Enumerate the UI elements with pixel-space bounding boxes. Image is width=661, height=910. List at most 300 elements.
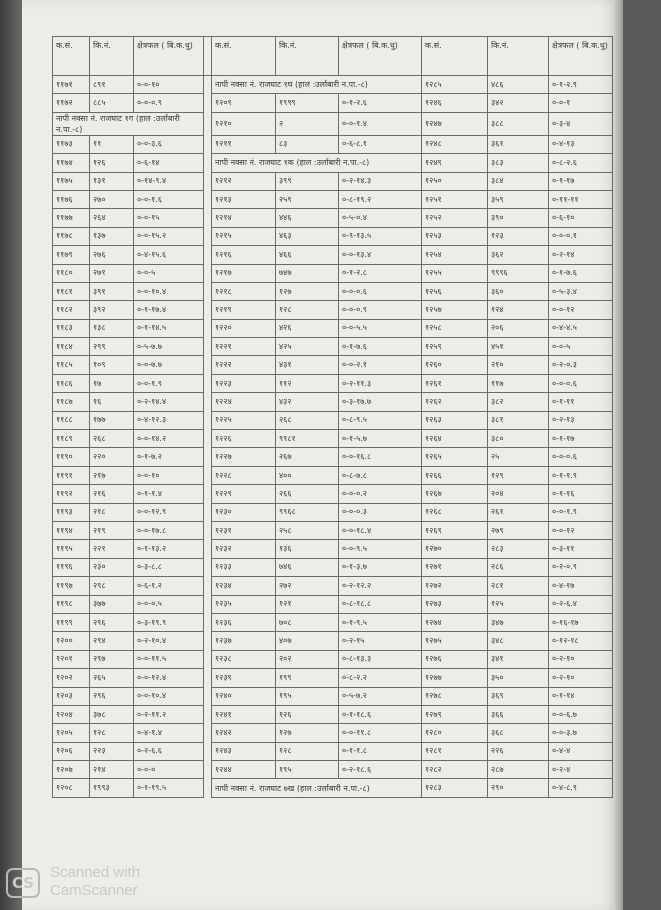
plot-no-cell: १२७८ bbox=[422, 687, 488, 705]
kitta-no-cell: ३६६ bbox=[488, 705, 549, 723]
plot-no-cell: १२६२ bbox=[422, 393, 488, 411]
table-row bbox=[53, 669, 613, 687]
area-cell: ०-८-७.८ bbox=[339, 466, 422, 484]
table-row bbox=[53, 154, 613, 172]
plot-no-cell: १२३५ bbox=[212, 595, 276, 613]
area-cell: ०-०-० bbox=[134, 761, 204, 779]
kitta-no-cell: ४३१ bbox=[276, 356, 339, 374]
kitta-no-cell: १९५ bbox=[276, 687, 339, 705]
column-gap bbox=[204, 112, 212, 135]
area-cell: ०-१-२.८ bbox=[339, 264, 422, 282]
plot-no-cell: १२३० bbox=[212, 503, 276, 521]
area-cell: ०-३-१७.७ bbox=[339, 393, 422, 411]
area-cell: ०-१-१७ bbox=[549, 430, 613, 448]
column-gap bbox=[204, 595, 212, 613]
kitta-no-cell: २६५ bbox=[90, 669, 134, 687]
kitta-no-cell: १२५ bbox=[488, 595, 549, 613]
book-gutter bbox=[0, 0, 22, 910]
plot-no-cell: ११९५ bbox=[53, 540, 90, 558]
area-cell: ०-०-१६.८ bbox=[339, 448, 422, 466]
area-cell: ०-१-३.७ bbox=[339, 558, 422, 576]
kitta-no-cell: ३६९ bbox=[488, 687, 549, 705]
area-cell: ०-०-०.६ bbox=[339, 282, 422, 300]
plot-no-cell: १२२२ bbox=[212, 356, 276, 374]
table-row bbox=[53, 172, 613, 190]
plot-no-cell: १२१८ bbox=[212, 282, 276, 300]
kitta-no-cell: ३४८ bbox=[488, 632, 549, 650]
table-row bbox=[53, 282, 613, 300]
kitta-no-cell: ३९१ bbox=[90, 282, 134, 300]
kitta-no-cell: २१८ bbox=[90, 503, 134, 521]
kitta-no-cell: २६८ bbox=[90, 430, 134, 448]
area-cell: ०-४-४.५ bbox=[549, 319, 613, 337]
column-gap bbox=[204, 503, 212, 521]
kitta-no-cell: ३७७ bbox=[90, 595, 134, 613]
header-plot-no: क.सं. bbox=[53, 37, 90, 76]
area-cell: ०-०-११.५ bbox=[134, 650, 204, 668]
area-cell: ०-८-२.२ bbox=[339, 669, 422, 687]
plot-no-cell: ११७५ bbox=[53, 172, 90, 190]
kitta-no-cell: २८१ bbox=[488, 577, 549, 595]
plot-no-cell: ११७६ bbox=[53, 190, 90, 208]
area-cell: ०-२-१० bbox=[549, 669, 613, 687]
kitta-no-cell: ७४६ bbox=[276, 558, 339, 576]
plot-no-cell: १२४८ bbox=[422, 135, 488, 153]
plot-no-cell: १२५२ bbox=[422, 209, 488, 227]
area-cell: ०-०-५ bbox=[549, 338, 613, 356]
table-row bbox=[53, 521, 613, 539]
column-gap bbox=[204, 613, 212, 631]
area-cell: ०-०-१० bbox=[134, 466, 204, 484]
kitta-no-cell: २९४ bbox=[90, 632, 134, 650]
kitta-no-cell: ३५९ bbox=[488, 190, 549, 208]
kitta-no-cell: ९९६८ bbox=[276, 503, 339, 521]
area-cell: ०-२-१० bbox=[549, 650, 613, 668]
table-row bbox=[53, 411, 613, 429]
table-row bbox=[53, 724, 613, 742]
plot-no-cell: ११८६ bbox=[53, 374, 90, 392]
plot-no-cell: ११९० bbox=[53, 448, 90, 466]
area-cell: ०-२-१४ bbox=[549, 246, 613, 264]
table-row bbox=[53, 356, 613, 374]
kitta-no-cell: ४८६ bbox=[488, 76, 549, 94]
header-kitta-no: कि.नं. bbox=[90, 37, 134, 76]
area-cell: ०-२-१४.३ bbox=[339, 172, 422, 190]
area-cell: ०-११-११ bbox=[549, 190, 613, 208]
kitta-no-cell: ८८५ bbox=[90, 94, 134, 112]
area-cell: ०-४-८.९ bbox=[549, 779, 613, 797]
plot-no-cell: १२२५ bbox=[212, 411, 276, 429]
kitta-no-cell: १२६ bbox=[276, 705, 339, 723]
area-cell: ०-१-१.९ bbox=[549, 466, 613, 484]
kitta-no-cell: २८३ bbox=[488, 540, 549, 558]
table-row bbox=[53, 558, 613, 576]
column-gap bbox=[204, 282, 212, 300]
plot-no-cell: १२३१ bbox=[212, 521, 276, 539]
kitta-no-cell: ३८१ bbox=[488, 411, 549, 429]
land-record-table bbox=[52, 36, 613, 798]
plot-no-cell: १२६३ bbox=[422, 411, 488, 429]
table-row bbox=[53, 190, 613, 208]
plot-no-cell: ११८८ bbox=[53, 411, 90, 429]
plot-no-cell: १२५३ bbox=[422, 227, 488, 245]
column-gap bbox=[204, 94, 212, 112]
area-cell: ०-०-३.७ bbox=[549, 724, 613, 742]
header-area: क्षेत्रफल ( बि.क.धु) bbox=[549, 37, 613, 76]
kitta-no-cell: २०२ bbox=[276, 650, 339, 668]
plot-no-cell: ११७१ bbox=[53, 76, 90, 94]
plot-no-cell: १२३८ bbox=[212, 650, 276, 668]
plot-no-cell: १२४० bbox=[212, 687, 276, 705]
kitta-no-cell: १२४ bbox=[488, 301, 549, 319]
plot-no-cell: ११७७ bbox=[53, 209, 90, 227]
kitta-no-cell: १३१ bbox=[90, 172, 134, 190]
plot-no-cell: १२४३ bbox=[212, 742, 276, 760]
area-cell: ०-०-१५.२ bbox=[134, 227, 204, 245]
plot-no-cell: ११९९ bbox=[53, 613, 90, 631]
column-gap bbox=[204, 540, 212, 558]
plot-no-cell: १२६४ bbox=[422, 430, 488, 448]
area-cell: ०-१-१७.४ bbox=[134, 301, 204, 319]
kitta-no-cell: १३६ bbox=[276, 540, 339, 558]
area-cell: ०-२-१५ bbox=[339, 632, 422, 650]
kitta-no-cell: १३७ bbox=[90, 227, 134, 245]
kitta-no-cell: २७६ bbox=[90, 246, 134, 264]
area-cell: ०-२-१४.४ bbox=[134, 393, 204, 411]
kitta-no-cell: २२० bbox=[90, 448, 134, 466]
table-row bbox=[53, 430, 613, 448]
plot-no-cell: ११८० bbox=[53, 264, 90, 282]
kitta-no-cell: १९९३ bbox=[90, 779, 134, 797]
table-row bbox=[53, 301, 613, 319]
column-gap bbox=[204, 135, 212, 153]
plot-no-cell: १२१९ bbox=[212, 301, 276, 319]
area-cell: ०-१-११ bbox=[549, 393, 613, 411]
plot-no-cell: १२३४ bbox=[212, 577, 276, 595]
kitta-no-cell: ३६१ bbox=[488, 135, 549, 153]
area-cell: ०-१-९.५ bbox=[339, 613, 422, 631]
area-cell: ०-४-१२.३ bbox=[134, 411, 204, 429]
area-cell: ०-०-५ bbox=[134, 264, 204, 282]
column-gap bbox=[204, 687, 212, 705]
area-cell: ०-८-१८.८ bbox=[339, 595, 422, 613]
column-gap bbox=[204, 154, 212, 172]
area-cell: ०-०-१०.४ bbox=[134, 687, 204, 705]
watermark-line-1: Scanned with bbox=[50, 864, 141, 881]
area-cell: ०-०-७.७ bbox=[134, 356, 204, 374]
column-gap bbox=[204, 485, 212, 503]
area-cell: ०-१-१४.५ bbox=[134, 319, 204, 337]
area-cell: ०-२-१२.२ bbox=[339, 577, 422, 595]
plot-no-cell: ११८२ bbox=[53, 301, 90, 319]
kitta-no-cell: २२१ bbox=[90, 540, 134, 558]
kitta-no-cell: २९७ bbox=[90, 650, 134, 668]
table-row bbox=[53, 76, 613, 94]
kitta-no-cell: ८९१ bbox=[90, 76, 134, 94]
kitta-no-cell: ४२६ bbox=[276, 319, 339, 337]
column-gap bbox=[204, 227, 212, 245]
plot-no-cell: ११९८ bbox=[53, 595, 90, 613]
area-cell: ०-२-१०.४ bbox=[134, 632, 204, 650]
kitta-no-cell: १७ bbox=[90, 374, 134, 392]
plot-no-cell: १२४६ bbox=[422, 94, 488, 112]
column-gap bbox=[204, 190, 212, 208]
kitta-no-cell: ९९९६ bbox=[488, 264, 549, 282]
column-gap bbox=[204, 705, 212, 723]
plot-no-cell: १२७२ bbox=[422, 577, 488, 595]
page-edge bbox=[613, 0, 623, 910]
kitta-no-cell: १९९९ bbox=[276, 94, 339, 112]
area-cell: ०-१-२.९ bbox=[549, 76, 613, 94]
kitta-no-cell: १२७ bbox=[276, 724, 339, 742]
kitta-no-cell: २१६ bbox=[90, 485, 134, 503]
plot-no-cell: १२८१ bbox=[422, 742, 488, 760]
area-cell: ०-१-१.४ bbox=[134, 485, 204, 503]
column-gap bbox=[204, 577, 212, 595]
table-body bbox=[53, 76, 613, 798]
kitta-no-cell: १७७ bbox=[90, 411, 134, 429]
kitta-no-cell: ८३ bbox=[276, 135, 339, 153]
table-row bbox=[53, 503, 613, 521]
area-cell: ०-०-१० bbox=[134, 76, 204, 94]
kitta-no-cell: ३८४ bbox=[488, 172, 549, 190]
kitta-no-cell: ४३२ bbox=[276, 393, 339, 411]
area-cell: ०-२-०.३ bbox=[549, 356, 613, 374]
plot-no-cell: १२७५ bbox=[422, 632, 488, 650]
kitta-no-cell: ३८२ bbox=[488, 393, 549, 411]
table-row bbox=[53, 613, 613, 631]
column-gap bbox=[204, 76, 212, 94]
plot-no-cell: १२१४ bbox=[212, 209, 276, 227]
plot-no-cell: १२६० bbox=[422, 356, 488, 374]
plot-no-cell: १२५८ bbox=[422, 319, 488, 337]
plot-no-cell: १२६६ bbox=[422, 466, 488, 484]
area-cell: ०-२-४ bbox=[549, 761, 613, 779]
area-cell: ०-०-०.३ bbox=[339, 503, 422, 521]
kitta-no-cell: १२८ bbox=[276, 742, 339, 760]
table-row bbox=[53, 595, 613, 613]
kitta-no-cell: २५९ bbox=[276, 190, 339, 208]
area-cell: ०-१-२.६ bbox=[339, 94, 422, 112]
plot-no-cell: ११९१ bbox=[53, 466, 90, 484]
kitta-no-cell: २२३ bbox=[90, 742, 134, 760]
plot-no-cell: १२४१ bbox=[212, 705, 276, 723]
plot-no-cell: १२५९ bbox=[422, 338, 488, 356]
plot-no-cell: १२८३ bbox=[422, 779, 488, 797]
table-row bbox=[53, 448, 613, 466]
plot-no-cell: १२५० bbox=[422, 172, 488, 190]
kitta-no-cell: २३० bbox=[90, 558, 134, 576]
kitta-no-cell: २७० bbox=[90, 190, 134, 208]
area-cell: ०-१६-१७ bbox=[549, 613, 613, 631]
plot-no-cell: १२४९ bbox=[422, 154, 488, 172]
kitta-no-cell: ३८३ bbox=[488, 154, 549, 172]
plot-no-cell: १२१६ bbox=[212, 246, 276, 264]
kitta-no-cell: १३८ bbox=[90, 319, 134, 337]
area-cell: ०-०-१.६ bbox=[134, 190, 204, 208]
area-cell: ०-४-१३ bbox=[549, 135, 613, 153]
kitta-no-cell: ४२५ bbox=[276, 338, 339, 356]
column-gap bbox=[204, 319, 212, 337]
kitta-no-cell: २ bbox=[276, 112, 339, 135]
plot-no-cell: ११८१ bbox=[53, 282, 90, 300]
table-row bbox=[53, 687, 613, 705]
table-row bbox=[53, 112, 613, 135]
area-cell: ०-०-१७.८ bbox=[134, 521, 204, 539]
kitta-no-cell: ७०८ bbox=[276, 613, 339, 631]
column-gap bbox=[204, 301, 212, 319]
column-gap bbox=[204, 742, 212, 760]
area-cell: ०-०-०.२ bbox=[339, 485, 422, 503]
plot-no-cell: १२५१ bbox=[422, 190, 488, 208]
plot-no-cell: १२६९ bbox=[422, 521, 488, 539]
kitta-no-cell: ३६८ bbox=[488, 724, 549, 742]
area-cell: ०-८-१९.२ bbox=[339, 190, 422, 208]
area-cell: ०-६-१० bbox=[549, 209, 613, 227]
camscanner-logo-icon: CS bbox=[6, 868, 40, 898]
area-cell: ०-०-०.६ bbox=[549, 448, 613, 466]
column-gap bbox=[204, 448, 212, 466]
plot-no-cell: १२७६ bbox=[422, 650, 488, 668]
kitta-no-cell: ३५० bbox=[488, 669, 549, 687]
area-cell: ०-१-१९.५ bbox=[134, 779, 204, 797]
table-row bbox=[53, 135, 613, 153]
area-cell: ०-०-१२ bbox=[549, 521, 613, 539]
plot-no-cell: १२४२ bbox=[212, 724, 276, 742]
plot-no-cell: १२२४ bbox=[212, 393, 276, 411]
kitta-no-cell: २१९ bbox=[90, 521, 134, 539]
plot-no-cell: ११९६ bbox=[53, 558, 90, 576]
plot-no-cell: १२५७ bbox=[422, 301, 488, 319]
plot-no-cell: ११८४ bbox=[53, 338, 90, 356]
area-cell: ०-६-८.१ bbox=[339, 135, 422, 153]
area-cell: ०-०-१२.४ bbox=[134, 669, 204, 687]
header-plot-no: क.सं. bbox=[212, 37, 276, 76]
area-cell: ०-१-१८.६ bbox=[339, 705, 422, 723]
kitta-no-cell: २९८ bbox=[90, 577, 134, 595]
area-cell: ०-४-१.४ bbox=[134, 724, 204, 742]
area-cell: ०-०-१.९ bbox=[134, 374, 204, 392]
kitta-no-cell: १२९ bbox=[488, 466, 549, 484]
table-row bbox=[53, 227, 613, 245]
table-row bbox=[53, 632, 613, 650]
kitta-no-cell: १२६ bbox=[90, 154, 134, 172]
kitta-no-cell: २६६ bbox=[276, 485, 339, 503]
area-cell: ०-१-७.६ bbox=[549, 264, 613, 282]
kitta-no-cell: ३९९ bbox=[276, 172, 339, 190]
area-cell: ०-१-१.८ bbox=[339, 742, 422, 760]
map-sheet-note: नापी नक्सा नं. राजघाट १क (हाल :उर्लाबारी न.पा.-८) bbox=[212, 154, 422, 172]
area-cell: ०-०-१.४ bbox=[339, 112, 422, 135]
kitta-no-cell: ३९० bbox=[488, 209, 549, 227]
area-cell: ०-०-०.६ bbox=[549, 374, 613, 392]
area-cell: ०-४-१५.६ bbox=[134, 246, 204, 264]
header-row bbox=[53, 37, 613, 76]
column-gap bbox=[204, 632, 212, 650]
kitta-no-cell: १०९ bbox=[90, 356, 134, 374]
column-gap bbox=[204, 650, 212, 668]
plot-no-cell: १२२८ bbox=[212, 466, 276, 484]
area-cell: ०-५-७.२ bbox=[339, 687, 422, 705]
table-row bbox=[53, 319, 613, 337]
column-gap bbox=[204, 374, 212, 392]
plot-no-cell: १२०३ bbox=[53, 687, 90, 705]
area-cell: ०-०-१३.४ bbox=[339, 246, 422, 264]
table-row bbox=[53, 94, 613, 112]
plot-no-cell: १२७७ bbox=[422, 669, 488, 687]
kitta-no-cell: २२६ bbox=[488, 742, 549, 760]
column-gap bbox=[204, 724, 212, 742]
kitta-no-cell: १९९ bbox=[276, 669, 339, 687]
plot-no-cell: १२३६ bbox=[212, 613, 276, 631]
column-gap bbox=[204, 393, 212, 411]
area-cell: ०-२-६.६ bbox=[134, 742, 204, 760]
plot-no-cell: १२५६ bbox=[422, 282, 488, 300]
plot-no-cell: १२०८ bbox=[53, 779, 90, 797]
area-cell: ०-०-१०.४ bbox=[134, 282, 204, 300]
area-cell: ०-२-१८.६ bbox=[339, 761, 422, 779]
area-cell: ०-६-१४ bbox=[134, 154, 204, 172]
column-gap bbox=[204, 172, 212, 190]
column-gap bbox=[204, 338, 212, 356]
plot-no-cell: १२४७ bbox=[422, 112, 488, 135]
area-cell: ०-४-१७ bbox=[549, 577, 613, 595]
area-cell: ०-२-११.३ bbox=[339, 374, 422, 392]
kitta-no-cell: २०४ bbox=[488, 485, 549, 503]
map-sheet-note: नापी नक्सा नं. राजघाट ७ख (हाल :उर्लाबारी न.पा.-८) bbox=[212, 779, 422, 797]
area-cell: ०-३-११ bbox=[549, 540, 613, 558]
kitta-no-cell: ३६२ bbox=[488, 246, 549, 264]
table-row bbox=[53, 246, 613, 264]
area-cell: ०-०-१५ bbox=[134, 209, 204, 227]
plot-no-cell: १२३९ bbox=[212, 669, 276, 687]
plot-no-cell: १२८० bbox=[422, 724, 488, 742]
map-sheet-note: नापी नक्सा नं. राजघाट १घ (हाल :उर्लाबारी न.पा.-८) bbox=[212, 76, 422, 94]
header-kitta-no: कि.नं. bbox=[488, 37, 549, 76]
plot-no-cell: ११७९ bbox=[53, 246, 90, 264]
column-gap bbox=[204, 558, 212, 576]
plot-no-cell: १२२३ bbox=[212, 374, 276, 392]
table-row bbox=[53, 209, 613, 227]
table-row bbox=[53, 374, 613, 392]
table-row bbox=[53, 338, 613, 356]
kitta-no-cell: २१४ bbox=[90, 761, 134, 779]
kitta-no-cell: २७२ bbox=[276, 577, 339, 595]
area-cell: ०-१-१६ bbox=[549, 485, 613, 503]
header-area: क्षेत्रफल ( बि.क.धु) bbox=[134, 37, 204, 76]
plot-no-cell: १२६८ bbox=[422, 503, 488, 521]
plot-no-cell: १२१२ bbox=[212, 172, 276, 190]
kitta-no-cell: ३८० bbox=[488, 430, 549, 448]
plot-no-cell: १२०५ bbox=[53, 724, 90, 742]
area-cell: ०-२-६.४ bbox=[549, 595, 613, 613]
area-cell: ०-२-११.२ bbox=[134, 705, 204, 723]
plot-no-cell: १२२७ bbox=[212, 448, 276, 466]
area-cell: ०-०-०.१ bbox=[549, 227, 613, 245]
plot-no-cell: १२५५ bbox=[422, 264, 488, 282]
kitta-no-cell: १६ bbox=[90, 393, 134, 411]
plot-no-cell: १२१७ bbox=[212, 264, 276, 282]
area-cell: ०-४-४ bbox=[549, 742, 613, 760]
table-row bbox=[53, 466, 613, 484]
area-cell: ०-५-३.४ bbox=[549, 282, 613, 300]
area-cell: ०-८-१३.३ bbox=[339, 650, 422, 668]
kitta-no-cell: ७४७ bbox=[276, 264, 339, 282]
kitta-no-cell: २९६ bbox=[90, 687, 134, 705]
kitta-no-cell: ४५१ bbox=[488, 338, 549, 356]
area-cell: ०-०-२.१ bbox=[339, 356, 422, 374]
column-gap bbox=[204, 356, 212, 374]
